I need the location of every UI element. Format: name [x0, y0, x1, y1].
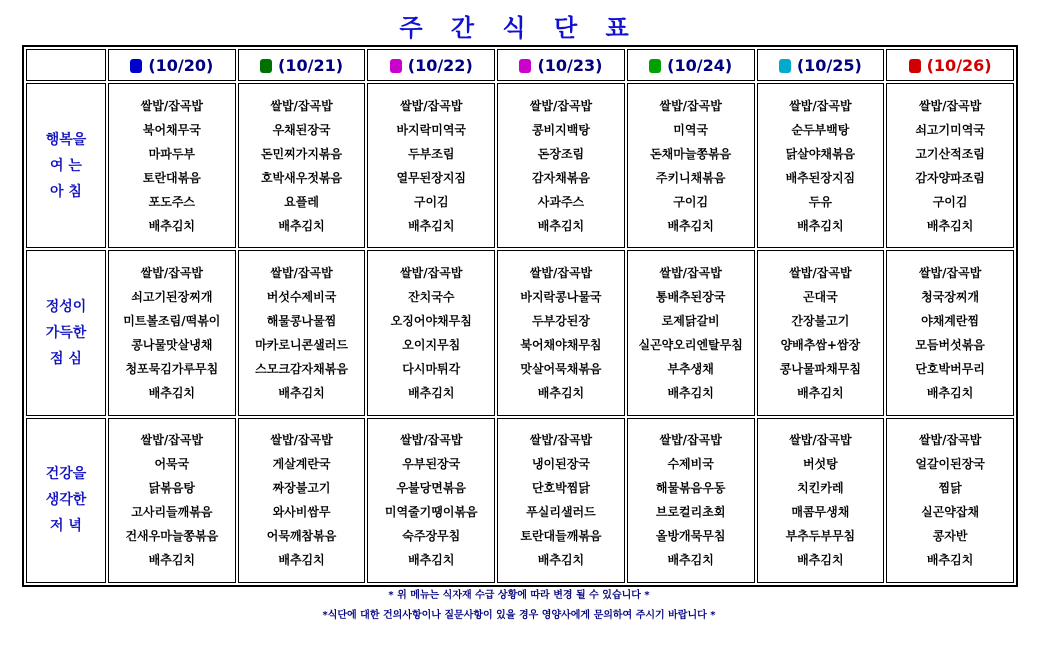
menu-cell — [497, 83, 625, 248]
menu-table-frame — [22, 45, 1018, 587]
menu-cell — [627, 250, 755, 415]
footer-note-1: * 위 메뉴는 식자재 수급 상황에 따라 변경 될 수 있습니다 * — [388, 590, 650, 601]
meal-label-line: 생각한 — [45, 492, 87, 509]
menu-item: 게살계란국 — [272, 457, 331, 472]
moon-icon — [130, 59, 142, 73]
menu-cell — [367, 83, 495, 248]
menu-item: 버섯수제비국 — [266, 289, 337, 304]
menu-item: 배추김치 — [408, 553, 455, 568]
dinner-row — [26, 418, 1014, 583]
menu-cell — [238, 250, 366, 415]
menu-item: 마파두부 — [148, 146, 196, 161]
menu-item: 쌀밥/잡곡밥 — [918, 98, 982, 113]
menu-item: 주키니채볶음 — [655, 170, 726, 185]
day-header — [627, 49, 755, 81]
day-label: (10/22) — [407, 55, 473, 75]
menu-item: 미역줄기땡이볶음 — [384, 505, 478, 520]
menu-item: 요플레 — [284, 194, 319, 209]
menu-item: 통배추된장국 — [655, 289, 726, 304]
day-label: (10/26) — [926, 55, 992, 75]
menu-item: 토란대들깨볶음 — [520, 529, 602, 544]
menu-item: 어묵국 — [154, 457, 190, 472]
menu-item: 돈채마늘쫑볶음 — [650, 146, 732, 161]
menu-item: 우채된장국 — [272, 122, 331, 137]
menu-cell — [367, 418, 495, 583]
earth-icon — [779, 59, 791, 73]
menu-item: 청국장찌개 — [921, 289, 980, 304]
menu-item: 쌀밥/잡곡밥 — [918, 433, 982, 448]
weekly-menu-table — [24, 47, 1016, 585]
menu-item: 배추김치 — [797, 218, 844, 233]
menu-item: 해물볶음우동 — [655, 481, 726, 496]
menu-item: 짜장불고기 — [272, 481, 331, 496]
menu-item: 곤대국 — [802, 289, 838, 304]
menu-item: 북어채야채무침 — [520, 337, 602, 352]
menu-item: 배추김치 — [667, 553, 714, 568]
menu-item: 쌀밥/잡곡밥 — [400, 265, 463, 280]
menu-item: 오징어야채무침 — [390, 313, 472, 328]
meal-label — [26, 418, 106, 583]
tree-icon — [519, 59, 531, 73]
menu-item: 부추생채 — [667, 361, 714, 376]
meal-label-line: 점 심 — [50, 350, 82, 367]
menu-cell — [108, 250, 236, 415]
menu-item: 치킨카레 — [797, 481, 844, 496]
day-header — [108, 49, 236, 81]
menu-item: 배추김치 — [408, 385, 455, 400]
menu-item: 배추김치 — [148, 385, 196, 400]
menu-item: 고기산적조림 — [915, 146, 985, 161]
day-label: (10/25) — [796, 55, 862, 75]
menu-item: 바지락콩나물국 — [520, 289, 602, 304]
menu-cell — [238, 418, 366, 583]
menu-item: 배추된장지짐 — [785, 170, 856, 185]
day-header — [886, 49, 1014, 81]
menu-item: 버섯탕 — [802, 457, 838, 472]
menu-item: 배추김치 — [278, 218, 325, 233]
menu-item: 모듬버섯볶음 — [915, 337, 985, 352]
menu-item: 쌀밥/잡곡밥 — [140, 98, 204, 113]
meal-label-line: 행복을 — [45, 131, 87, 148]
fire-icon — [260, 59, 272, 73]
menu-item: 어묵깨참볶음 — [266, 529, 337, 544]
menu-cell — [108, 418, 236, 583]
menu-item: 야채계란찜 — [921, 313, 980, 328]
menu-item: 우부된장국 — [402, 457, 461, 472]
menu-item: 오이지무침 — [402, 337, 461, 352]
menu-item: 부추두부무침 — [785, 529, 856, 544]
menu-cell — [497, 418, 625, 583]
menu-item: 배추김치 — [537, 553, 585, 568]
menu-item: 배추김치 — [408, 218, 455, 233]
menu-item: 쌀밥/잡곡밥 — [529, 265, 593, 280]
day-header — [238, 49, 366, 81]
menu-item: 찜닭 — [938, 481, 962, 496]
meal-label-line: 여 는 — [50, 157, 82, 174]
day-header — [367, 49, 495, 81]
menu-item: 쌀밥/잡곡밥 — [789, 265, 852, 280]
meal-label-line: 저 녁 — [50, 518, 82, 535]
menu-item: 포도주스 — [148, 194, 196, 209]
menu-item: 콩자반 — [932, 529, 968, 544]
menu-item: 배추김치 — [278, 385, 325, 400]
menu-cell — [757, 83, 885, 248]
menu-item: 다시마튀각 — [402, 361, 461, 376]
menu-item: 우불당면볶음 — [396, 481, 467, 496]
menu-item: 배추김치 — [926, 385, 974, 400]
menu-item: 쌀밥/잡곡밥 — [659, 98, 722, 113]
menu-item: 쇠고기미역국 — [915, 122, 985, 137]
breakfast-row — [26, 83, 1014, 248]
menu-item: 배추김치 — [667, 385, 714, 400]
menu-item: 건새우마늘쫑볶음 — [125, 529, 219, 544]
menu-item: 마카로니콘샐러드 — [255, 337, 348, 352]
menu-item: 간장불고기 — [791, 313, 850, 328]
menu-item: 쌀밥/잡곡밥 — [400, 433, 463, 448]
menu-item: 두부조림 — [408, 146, 455, 161]
menu-item: 두부강된장 — [531, 313, 590, 328]
menu-item: 잔치국수 — [408, 289, 455, 304]
menu-item: 단호박버무리 — [915, 361, 985, 376]
menu-item: 미트볼조림/떡볶이 — [123, 313, 221, 328]
menu-item: 구이김 — [932, 194, 968, 209]
menu-item: 쌀밥/잡곡밥 — [140, 265, 204, 280]
meal-label-line: 아 침 — [50, 183, 82, 200]
menu-item: 미역국 — [673, 122, 709, 137]
menu-item: 쌀밥/잡곡밥 — [789, 98, 852, 113]
water-icon — [390, 59, 402, 73]
menu-item: 청포묵김가루무침 — [125, 361, 219, 376]
menu-item: 감자양파조림 — [915, 170, 985, 185]
menu-item: 북어채무국 — [142, 122, 201, 137]
menu-item: 해물콩나물찜 — [266, 313, 337, 328]
menu-item: 냉이된장국 — [531, 457, 590, 472]
menu-item: 돈민찌가지볶음 — [260, 146, 343, 161]
menu-item: 배추김치 — [537, 218, 585, 233]
menu-cell — [108, 83, 236, 248]
menu-item: 쌀밥/잡곡밥 — [270, 433, 333, 448]
menu-item: 사과주스 — [537, 194, 585, 209]
menu-cell — [886, 83, 1014, 248]
menu-item: 배추김치 — [537, 385, 585, 400]
menu-cell — [367, 250, 495, 415]
menu-item: 와사비쌈무 — [272, 505, 331, 520]
menu-item: 배추김치 — [926, 218, 974, 233]
menu-item: 순두부백탕 — [791, 122, 850, 137]
menu-cell — [886, 250, 1014, 415]
menu-item: 콩비지백탕 — [531, 122, 590, 137]
day-header — [497, 49, 625, 81]
menu-cell — [497, 250, 625, 415]
corner-cell — [26, 49, 106, 81]
menu-item: 푸실리샐러드 — [526, 505, 596, 520]
menu-item: 쌀밥/잡곡밥 — [529, 433, 593, 448]
menu-cell — [238, 83, 366, 248]
menu-item: 구이김 — [413, 194, 449, 209]
menu-item: 닭볶음탕 — [148, 481, 196, 496]
menu-item: 쌀밥/잡곡밥 — [659, 433, 722, 448]
menu-item: 호박새우젓볶음 — [260, 170, 343, 185]
menu-item: 양배추쌈+쌈장 — [780, 337, 861, 352]
day-label: (10/21) — [278, 55, 344, 75]
menu-item: 쌀밥/잡곡밥 — [270, 265, 333, 280]
lunch-row — [26, 250, 1014, 415]
header-row — [26, 49, 1014, 81]
menu-item: 쌀밥/잡곡밥 — [400, 98, 463, 113]
menu-item: 감자채볶음 — [531, 170, 590, 185]
menu-item: 배추김치 — [667, 218, 714, 233]
menu-item: 돈장조림 — [537, 146, 585, 161]
menu-item: 쌀밥/잡곡밥 — [659, 265, 722, 280]
menu-item: 배추김치 — [926, 553, 974, 568]
menu-cell — [886, 418, 1014, 583]
menu-item: 쌀밥/잡곡밥 — [529, 98, 593, 113]
menu-item: 닭살야채볶음 — [785, 146, 856, 161]
menu-cell — [757, 250, 885, 415]
page-title: 주 간 식 단 표 — [399, 14, 639, 42]
menu-item: 쌀밥/잡곡밥 — [140, 433, 204, 448]
menu-item: 두유 — [808, 194, 832, 209]
menu-item: 쌀밥/잡곡밥 — [918, 265, 982, 280]
menu-item: 실곤약잡채 — [921, 505, 980, 520]
menu-item: 쌀밥/잡곡밥 — [270, 98, 333, 113]
menu-item: 고사리들깨볶음 — [131, 505, 213, 520]
menu-item: 구이김 — [673, 194, 709, 209]
menu-item: 숙주장무침 — [402, 529, 461, 544]
meal-label — [26, 83, 106, 248]
footer-note-2: *식단에 대한 건의사항이나 질문사항이 있을 경우 영양사에게 문의하여 주시기 바랍니다 * — [322, 610, 716, 621]
menu-item: 스모크감자채볶음 — [255, 361, 348, 376]
menu-item: 매콤무생채 — [791, 505, 850, 520]
menu-item: 배추김치 — [278, 553, 325, 568]
day-label: (10/20) — [148, 55, 214, 75]
menu-item: 콩나물맛살냉채 — [131, 337, 213, 352]
menu-item: 맛살어묵채볶음 — [520, 361, 602, 376]
menu-item: 배추김치 — [797, 553, 844, 568]
menu-item: 얼갈이된장국 — [915, 457, 985, 472]
day-label: (10/23) — [537, 55, 603, 75]
menu-item: 쌀밥/잡곡밥 — [789, 433, 852, 448]
menu-item: 실곤약오리엔탈무침 — [638, 337, 743, 352]
menu-item: 바지락미역국 — [396, 122, 467, 137]
menu-cell — [757, 418, 885, 583]
menu-item: 단호박찜닭 — [531, 481, 590, 496]
menu-item: 브로컬리초회 — [655, 505, 726, 520]
menu-cell — [627, 83, 755, 248]
sun-icon — [909, 59, 921, 73]
gold-icon — [649, 59, 661, 73]
day-label: (10/24) — [667, 55, 733, 75]
menu-cell — [627, 418, 755, 583]
menu-item: 수제비국 — [667, 457, 714, 472]
menu-item: 쇠고기된장찌개 — [131, 289, 213, 304]
menu-item: 올방개묵무침 — [655, 529, 726, 544]
menu-item: 콩나물파채무침 — [779, 361, 861, 376]
menu-item: 토란대볶음 — [142, 170, 201, 185]
day-header — [757, 49, 885, 81]
meal-label-line: 가득한 — [45, 324, 87, 341]
menu-item: 배추김치 — [797, 385, 844, 400]
menu-item: 로제닭갈비 — [661, 313, 720, 328]
meal-label-line: 건강을 — [45, 466, 87, 483]
menu-item: 열무된장지짐 — [396, 170, 467, 185]
meal-label — [26, 250, 106, 415]
menu-item: 배추김치 — [148, 218, 196, 233]
meal-label-line: 정성이 — [45, 298, 87, 315]
menu-item: 배추김치 — [148, 553, 196, 568]
